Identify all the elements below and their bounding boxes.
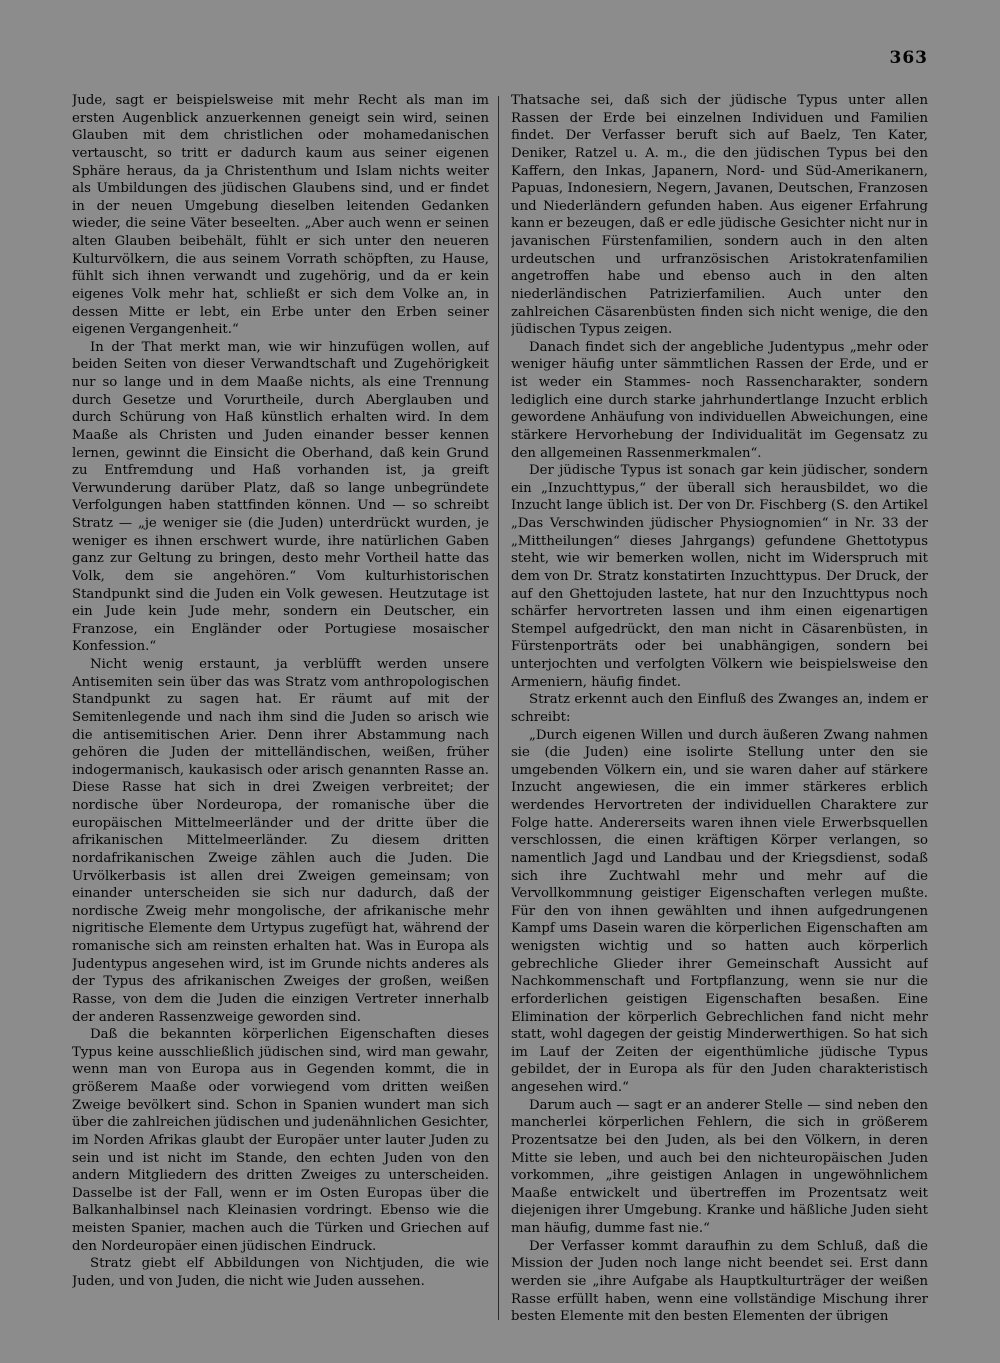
- right-column: [511, 92, 928, 1332]
- paragraph: Stratz erkennt auch den Einfluß des Zwanges an, indem er schreibt:: [511, 692, 928, 725]
- paragraph: Stratz giebt elf Abbildungen von Nichtjuden, die wie Juden, und von Juden, die nicht wie Juden aussehen.: [72, 1256, 489, 1289]
- column-divider: [498, 96, 499, 1320]
- paragraph: Thatsache sei, daß sich der jüdische Typus unter allen Rassen der Erde bei einzelnen Individuen und Familien findet. Der Verfasser beruft sich auf Baelz, Ten Kater, Deniker, Ratzel u. A. m., die den jüdischen Typus bei den Kaffern, den Inkas, Japanern, Nord- und Süd-Amerikanern, Papuas, Indonesiern, Negern, Javanen, Deutschen, Franzosen und Niederländern gefunden haben. Aus eigener Erfahrung kann er bezeugen, daß er edle jüdische Gesichter nicht nur in javanischen Fürstenfamilien, sondern auch in den alten urdeutschen und urfranzösischen Aristokratenfamilien angetroffen habe und ebenso auch in den alten niederländischen Patrizierfamilien. Auch unter den zahlreichen Cäsarenbüsten finden sich nicht wenige, die den jüdischen Typus zeigen.: [511, 93, 928, 338]
- paragraph: „Durch eigenen Willen und durch äußeren Zwang nahmen sie (die Juden) eine isolirte Stellung unter den sie umgebenden Völkern ein, und sie waren daher auf stärkere Inzucht angewiesen, die ein immer stärkeres erblich werdendes Hervortreten der individuellen Charaktere zur Folge hatte. Andererseits waren ihnen viele Erwerbsquellen verschlossen, die einen kräftigen Körper verlangen, so namentlich Jagd und Landbau und der Kriegsdienst, sodaß sich ihre Zuchtwahl mehr und mehr auf die Vervollkommnung geistiger Eigenschaften verlegen mußte. Für den von ihnen gewählten und ihnen aufgedrungenen Kampf ums Dasein waren die körperlichen Eigenschaften am wenigsten wichtig und so hatten auch körperlich gebrechliche Glieder ihrer Gemeinschaft Aussicht auf Nachkommenschaft und Fortpflanzung, wenn sie nur die erforderlichen geistigen Eigenschaften besaßen. Eine Elimination der körperlich Gebrechlichen fand nicht mehr statt, wohl dagegen der geistig Minderwerthigen. So hat sich im Lauf der Zeiten der eigenthümliche jüdische Typus gebildet, der in Europa als für den Juden charakteristisch angesehen wird.“: [511, 727, 928, 1095]
- paragraph: Danach findet sich der angebliche Judentypus „mehr oder weniger häufig unter sämmtlichen Rassen der Erde, und er ist weder ein Stammes- noch Rassencharakter, sondern lediglich eine durch starke jahrhundertlange Inzucht erblich gewordene Anhäufung von individuellen Abweichungen, eine stärkere Hervorhebung der Individualität im Gegensatz zu den allgemeinen Rassenmerkmalen“.: [511, 339, 928, 461]
- paragraph: Jude, sagt er beispielsweise mit mehr Recht als man im ersten Augenblick anzuerkennen geneigt sein wird, seinen Glauben mit dem christlichen oder mohamedanischen vertauscht, so tritt er dadurch kaum aus seiner eigenen Sphäre heraus, da ja Christenthum und Islam nichts weiter als Umbildungen des jüdischen Glaubens sind, und er findet in der neuen Umgebung dieselben leitenden Gedanken wieder, die seine Väter beseelten. „Aber auch wenn er seinen alten Glauben beibehält, fühlt er sich unter den neueren Kulturvölkern, die aus seinem Vorrath schöpften, zu Hause, fühlt sich ihnen verwandt und zugehörig, und da er kein eigenes Volk mehr hat, schließt er sich dem Volke an, in dessen Mitte er lebt, ein Erbe unter den Erben seiner eigenen Vergangenheit.“: [72, 93, 489, 338]
- paragraph: Nicht wenig erstaunt, ja verblüfft werden unsere Antisemiten sein über das was Stratz vom anthropologischen Standpunkt zu sagen hat. Er räumt auf mit der Semitenlegende und nach ihm sind die Juden so arisch wie die antisemitischen Arier. Denn ihrer Abstammung nach gehören die Juden der mittelländischen, weißen, früher indogermanisch, kaukasisch oder arisch genannten Rasse an. Diese Rasse hat sich in drei Zweigen verbreitet; der nordische über Nordeuropa, der romanische über die europäischen Mittelmeerländer und der dritte über die afrikanischen Mittelmeerländer. Zu diesem dritten nordafrikanischen Zweige zählen auch die Juden. Die Urvölkerbasis ist allen drei Zweigen gemeinsam; von einander unterscheiden sie sich nur dadurch, daß der nordische Zweig mehr mongolische, der afrikanische mehr nigritische Elemente dem Urtypus zugefügt hat, während der romanische sich am reinsten erhalten hat. Was in Europa als Judentypus angesehen wird, ist im Grunde nichts anderes als der Typus des afrikanischen Zweiges der großen, weißen Rasse, von dem die Juden die einzigen Vertreter innerhalb der anderen Rassenzweige geworden sind.: [72, 657, 489, 1025]
- paragraph: Der Verfasser kommt daraufhin zu dem Schluß, daß die Mission der Juden noch lange nicht beendet sei. Erst dann werden sie „ihre Aufgabe als Hauptkulturträger der weißen Rasse erfüllt haben, wenn eine vollständige Mischung ihrer besten Elemente mit den besten Elementen der übrigen: [511, 1238, 928, 1325]
- paragraph: Daß die bekannten körperlichen Eigenschaften dieses Typus keine ausschließlich jüdischen sind, wird man gewahr, wenn man von Europa aus in Gegenden kommt, die in größerem Maaße oder vorwiegend vom dritten weißen Zweige bevölkert sind. Schon in Spanien wundert man sich über die zahlreichen jüdischen und judenähnlichen Gesichter, im Norden Afrikas glaubt der Europäer unter lauter Juden zu sein und ist nicht im Stande, den echten Juden von den andern Mitgliedern des dritten Zweiges zu unterscheiden. Dasselbe ist der Fall, wenn er im Osten Europas über die Balkanhalbinsel nach Kleinasien vordringt. Ebenso wie die meisten Spanier, machen auch die Türken und Griechen auf den Nordeuropäer einen jüdischen Eindruck.: [72, 1027, 489, 1254]
- left-column: [72, 92, 489, 1332]
- paragraph: Der jüdische Typus ist sonach gar kein jüdischer, sondern ein „Inzuchttypus,“ der überall sich herausbildet, wo die Inzucht lange üblich ist. Der von Dr. Fischberg (S. den Artikel „Das Verschwinden jüdischer Physiognomien“ in Nr. 33 der „Mittheilungen“ dieses Jahrgangs) gefundene Ghettotypus steht, wie wir bemerken wollen, nicht im Widerspruch mit dem von Dr. Stratz konstatirten Inzuchttypus. Der Druck, der auf den Ghettojuden lastete, hat nur den Inzuchttypus noch schärfer hervortreten lassen und ihm einen eigenartigen Stempel aufgedrückt, den man nicht in Cäsarenbüsten, in Fürstenporträts oder bei unabhängigen, sondern bei unterjochten und verfolgten Völkern wie beispielsweise den Armeniern, häufig findet.: [511, 463, 928, 690]
- paragraph: In der That merkt man, wie wir hinzufügen wollen, auf beiden Seiten von dieser Verwandtschaft und Zugehörigkeit nur so lange und in dem Maaße nichts, als eine Trennung durch Gesetze und Vorurtheile, durch Aberglauben und durch Schürung von Haß künstlich erhalten wird. In dem Maaße als Christen und Juden einander besser kennen lernen, gewinnt die Einsicht die Oberhand, daß kein Grund zu Entfremdung und Haß vorhanden ist, ja greift Verwunderung darüber Platz, daß so lange unbegründete Verfolgungen haben stattfinden können. Und — so schreibt Stratz — „je weniger sie (die Juden) unterdrückt wurden, je weniger es ihnen erschwert wurde, ihre natürlichen Gaben ganz zur Geltung zu bringen, desto mehr Vortheil hatte das Volk, dem sie angehören.“ Vom kulturhistorischen Standpunkt sind die Juden ein Volk gewesen. Heutzutage ist ein Jude kein Jude mehr, sondern ein Deutscher, ein Franzose, ein Engländer oder Portugiese mosaischer Konfession.“: [72, 339, 489, 655]
- paragraph: Darum auch — sagt er an anderer Stelle — sind neben den mancherlei körperlichen Fehlern, die sich in größerem Prozentsatze bei den Juden, als bei den Völkern, in deren Mitte sie leben, und auch bei den nichteuropäischen Juden vorkommen, „ihre geistigen Anlagen in ungewöhnlichem Maaße entwickelt und übertreffen im Prozentsatz weit diejenigen ihrer Umgebung. Kranke und häßliche Juden sieht man häufig, dumme fast nie.“: [511, 1097, 928, 1236]
- page-number: 363: [889, 48, 928, 68]
